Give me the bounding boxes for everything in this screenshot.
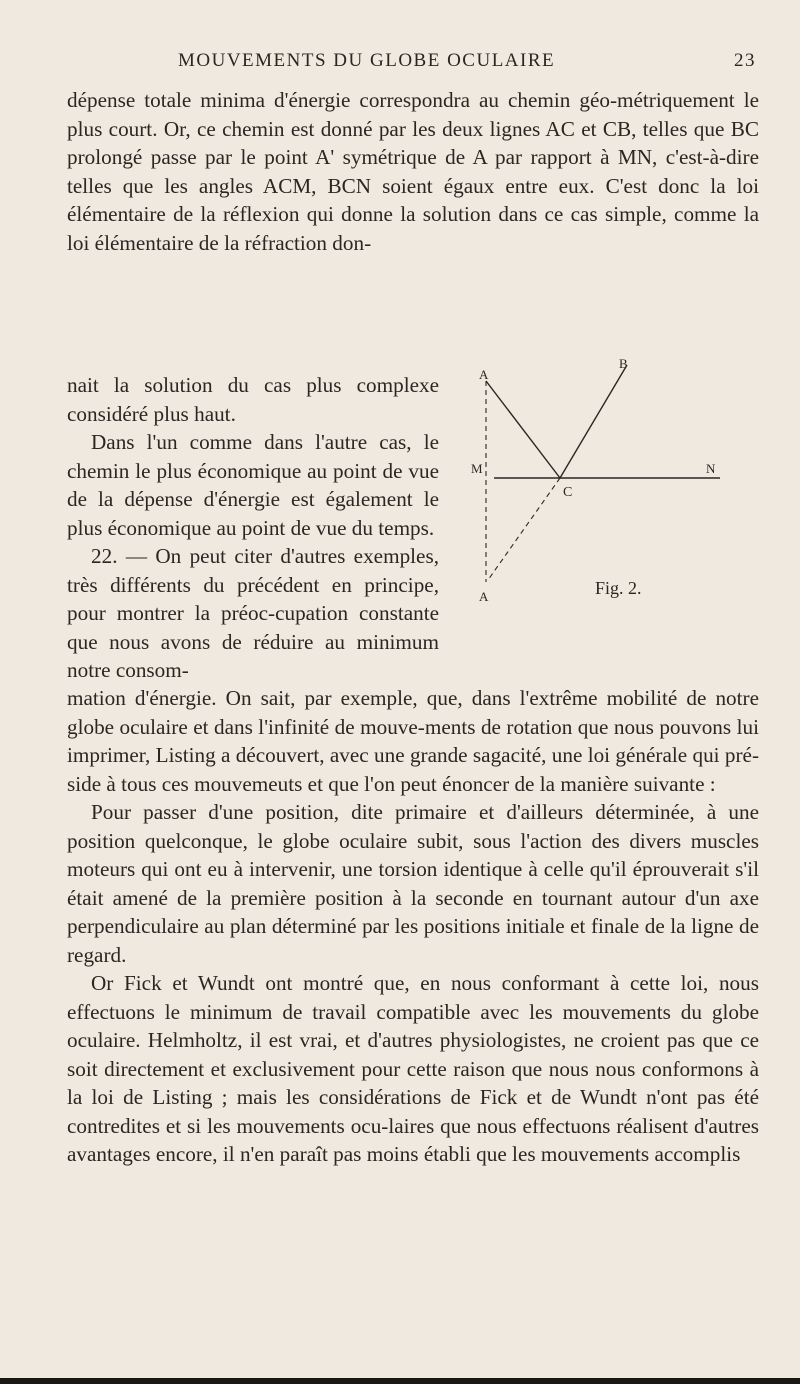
text-block-top: [67, 86, 759, 257]
figure-2: [478, 356, 728, 686]
label-c: C: [563, 485, 573, 500]
label-a: A: [479, 367, 489, 382]
figure-caption: Fig. 2.: [595, 578, 642, 598]
running-title: MOUVEMENTS DU GLOBE OCULAIRE: [178, 50, 556, 71]
page-number: 23: [734, 50, 756, 71]
label-a-prime: A: [479, 589, 489, 604]
paragraph-2: Dans l'un comme dans l'autre cas, le chemin le plus économique au point de vue de la dépense d'énergie est également le plus économique au point de vue du temps.: [67, 430, 439, 540]
label-b: B: [619, 356, 628, 371]
paragraph-3-end: mation d'énergie. On sait, par exemple, que, dans l'extrême mobilité de notre globe oculaire et dans l'infinité de mouve-ments de rotation que nous pouvons lui imprimer, Listing a découvert, avec une grande sagacité, une loi générale qui pré-side à tous ces mouvemeuts et que l'on peut énoncer de la manière suivante :: [67, 686, 759, 796]
paragraph-1-continuation: nait la solution du cas plus complexe considéré plus haut.: [67, 373, 439, 426]
paragraph-5: Or Fick et Wundt ont montré que, en nous conformant à cette loi, nous effectuons le minimum de travail compatible avec les mouvements du globe oculaire. Helmholtz, il est vrai, et d'autres physiologistes, ne croient pas que ce soit directement et exclusivement pour cette raison que nous nous conformons à la loi de Listing ; mais les considérations de Fick et de Wundt n'ont pas été contredites et si les mouvements ocu-laires que nous effectuons réalisent d'autres avantages encore, il n'en paraît pas moins établi que les mouvements accomplis: [67, 971, 759, 1166]
running-header: [0, 50, 800, 80]
bottom-edge: [0, 1378, 800, 1384]
label-n: N: [706, 461, 716, 476]
label-m: M: [471, 461, 483, 476]
paragraph-1: dépense totale minima d'énergie correspondra au chemin géo-métriquement le plus court. Or, ce chemin est donné par les deux lignes AC et CB, telles que BC prolongé passe par le point A' symétrique de A par rapport à MN, c'est-à-dire telles que les angles ACM, BCN soient égaux entre eux. C'est donc la loi élémentaire de la réflexion qui donne la solution dans ce cas simple, comme la loi élémentaire de la réfraction don-: [67, 88, 759, 255]
text-block-bottom: [67, 684, 759, 1169]
text-block-beside-figure: [67, 371, 439, 685]
paragraph-3-start: 22. — On peut citer d'autres exemples, très différents du précédent en principe, pour montrer la préoc-cupation constante que nous avons de réduire au minimum notre consom-: [67, 544, 439, 682]
paragraph-4: Pour passer d'une position, dite primaire et d'ailleurs déterminée, à une position quelconque, le globe oculaire subit, sous l'action des divers muscles moteurs qui ont eu à intervenir, une torsion identique à celle qu'il éprouverait s'il était amené de la première position à la seconde en tournant autour d'un axe perpendiculaire au plan déterminé par les positions initiale et finale de la ligne de regard.: [67, 800, 759, 967]
